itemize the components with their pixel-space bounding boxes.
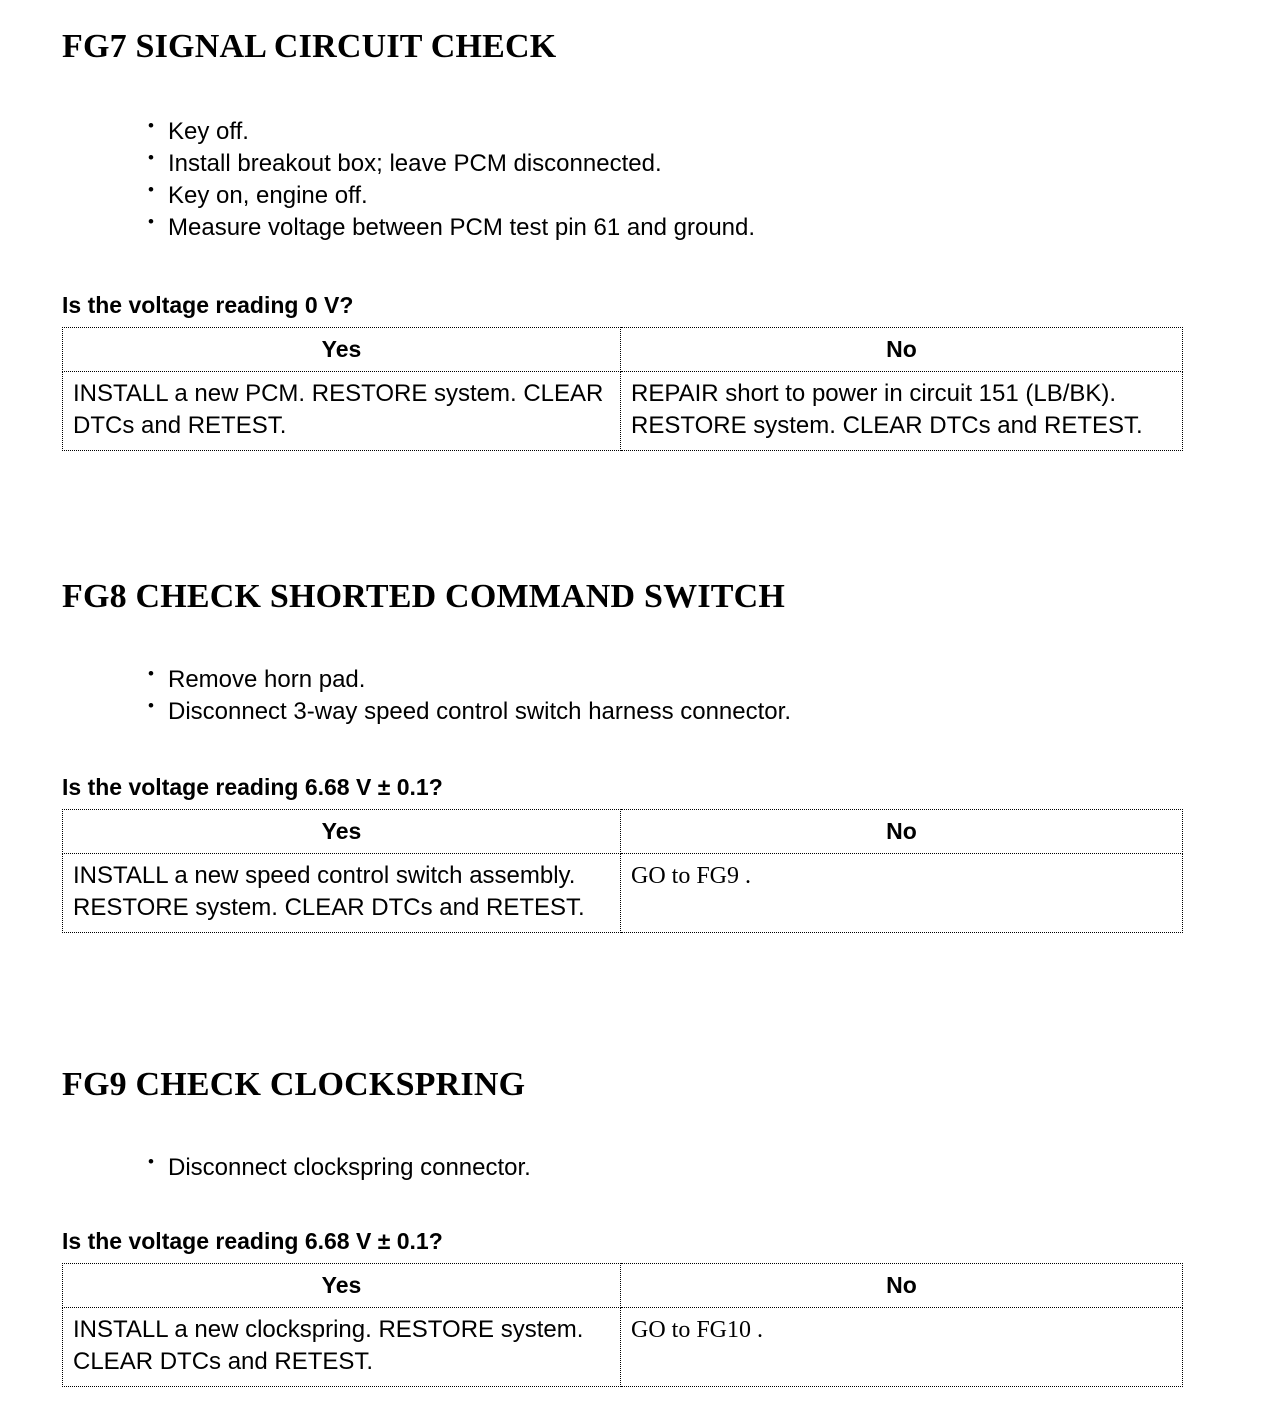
table-header-row — [63, 327, 1183, 371]
decision-question: Is the voltage reading 6.68 V ± 0.1? — [62, 773, 443, 800]
no-action-cell: GO to FG9 . — [621, 853, 1183, 932]
list-item: • Disconnect clockspring connector. — [148, 1152, 1202, 1184]
column-header-no: No — [621, 327, 1183, 371]
list-item: • Key off. — [148, 116, 1202, 148]
table-row — [63, 371, 1183, 450]
decision-table — [62, 1263, 1183, 1387]
decision-question: Is the voltage reading 6.68 V ± 0.1? — [62, 1227, 443, 1254]
step-list — [148, 116, 1202, 244]
column-header-no: No — [621, 1263, 1183, 1307]
decision-question: Is the voltage reading 0 V? — [62, 291, 354, 318]
list-item: • Key on, engine off. — [148, 180, 1202, 212]
section-title: FG8 CHECK SHORTED COMMAND SWITCH — [62, 578, 786, 615]
section-fg7 — [62, 28, 1202, 451]
yes-action-cell: INSTALL a new speed control switch assembly. RESTORE system. CLEAR DTCs and RETEST. — [63, 853, 621, 932]
table-row — [63, 1307, 1183, 1386]
column-header-yes: Yes — [63, 1263, 621, 1307]
no-action-cell: GO to FG10 . — [621, 1307, 1183, 1386]
table-header-row — [63, 1263, 1183, 1307]
yes-action-cell: INSTALL a new PCM. RESTORE system. CLEAR DTCs and RETEST. — [63, 371, 621, 450]
column-header-no: No — [621, 809, 1183, 853]
section-title: FG9 CHECK CLOCKSPRING — [62, 1066, 526, 1103]
list-item: • Disconnect 3-way speed control switch harness connector. — [148, 696, 1202, 728]
list-item: • Install breakout box; leave PCM disconnected. — [148, 148, 1202, 180]
no-action-cell: REPAIR short to power in circuit 151 (LB/BK). RESTORE system. CLEAR DTCs and RETEST. — [621, 371, 1183, 450]
decision-table — [62, 809, 1183, 933]
table-header-row — [63, 809, 1183, 853]
step-list — [148, 664, 1202, 728]
yes-action-cell: INSTALL a new clockspring. RESTORE system. CLEAR DTCs and RETEST. — [63, 1307, 621, 1386]
column-header-yes: Yes — [63, 809, 621, 853]
list-item: • Remove horn pad. — [148, 664, 1202, 696]
table-row — [63, 853, 1183, 932]
column-header-yes: Yes — [63, 327, 621, 371]
section-fg8 — [62, 578, 1202, 933]
list-item: • Measure voltage between PCM test pin 61 and ground. — [148, 212, 1202, 244]
section-title: FG7 SIGNAL CIRCUIT CHECK — [62, 28, 557, 65]
section-fg9 — [62, 1066, 1202, 1387]
step-list — [148, 1152, 1202, 1184]
decision-table — [62, 327, 1183, 451]
